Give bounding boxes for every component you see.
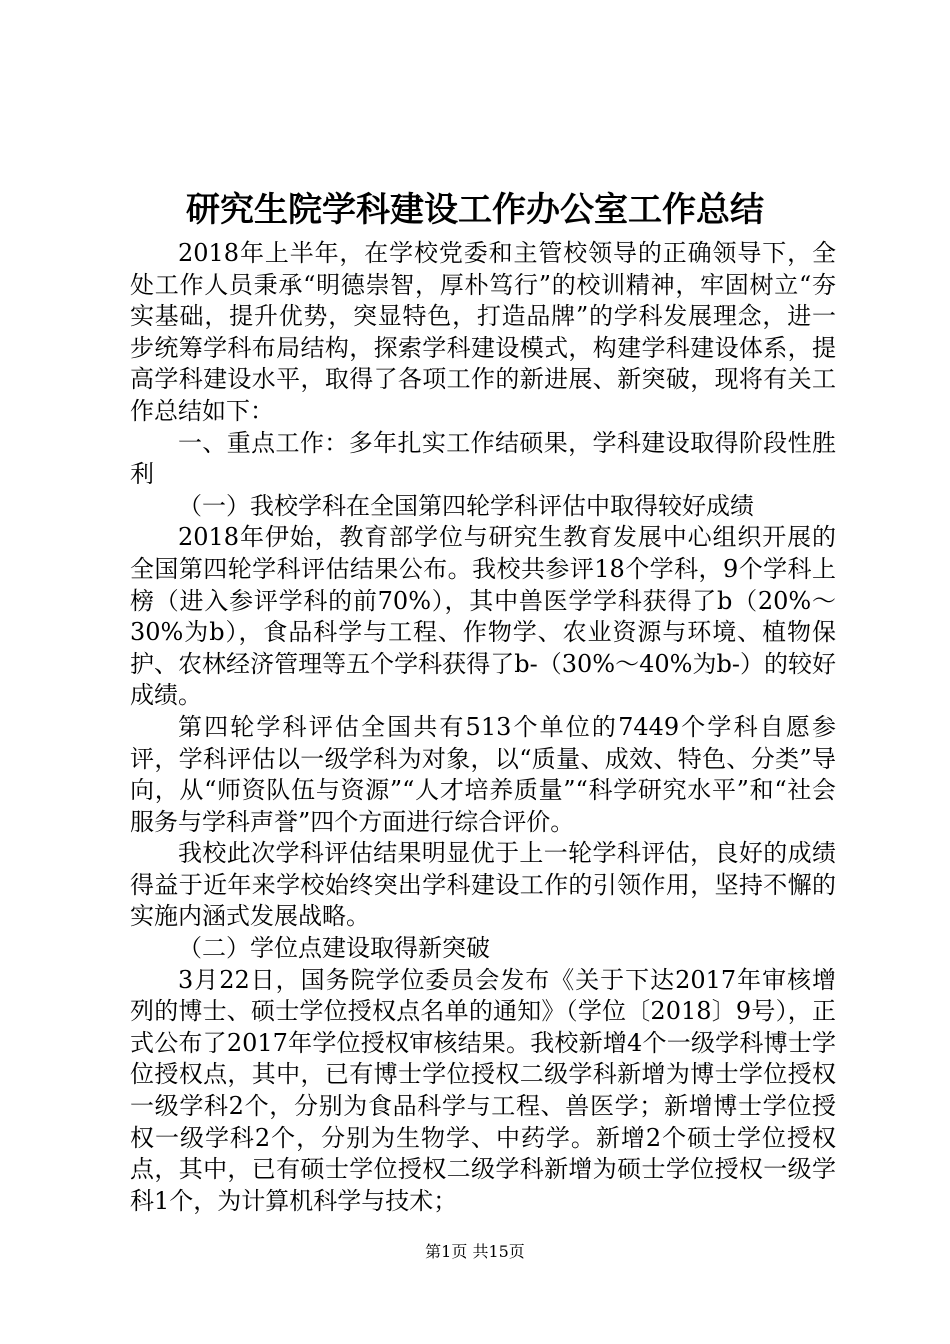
evaluation-scope-paragraph: 第四轮学科评估全国共有513个单位的7449个学科自愿参评，学科评估以一级学科为对象，以“质量、成效、特色、分类”导向，从“师资队伍与资源”“人才培养质量”“科学研究水平”和“社会服务与学科声誉”四个方面进行综合评价。 — [130, 712, 836, 836]
intro-paragraph: 2018年上半年，在学校党委和主管校领导的正确领导下，全处工作人员秉承“明德崇智，厚朴笃行”的校训精神，牢固树立“夯实基础，提升优势，突显特色，打造品牌”的学科发展理念，进一步统筹学科布局结构，探索学科建设模式，构建学科建设体系，提高学科建设水平，取得了各项工作的新进展、新突破，现将有关工作总结如下： — [130, 239, 836, 425]
subsection-heading-evaluation: （一）我校学科在全国第四轮学科评估中取得较好成绩 — [178, 491, 754, 520]
page-title: 研究生院学科建设工作办公室工作总结 — [186, 190, 764, 230]
page-footer: 第1页 共15页 — [425, 1242, 525, 1261]
section-heading-key-work: 一、重点工作：多年扎实工作结硕果，学科建设取得阶段性胜利 — [130, 428, 836, 489]
evaluation-summary-paragraph: 我校此次学科评估结果明显优于上一轮学科评估，良好的成绩得益于近年来学校始终突出学科建设工作的引领作用，坚持不懈的实施内涵式发展战略。 — [130, 839, 836, 931]
evaluation-results-paragraph: 2018年伊始，教育部学位与研究生教育发展中心组织开展的全国第四轮学科评估结果公布。我校共参评18个学科，9个学科上榜（进入参评学科的前70%），其中兽医学学科获得了b（20%～30%为b），食品科学与工程、作物学、农业资源与环境、植物保护、农林经济管理等五个学科获得了b-（30%～40%为b-）的较好成绩。 — [130, 523, 836, 710]
degree-points-paragraph: 3月22日，国务院学位委员会发布《关于下达2017年审核增列的博士、硕士学位授权点名单的通知》（学位〔2018〕9号），正式公布了2017年学位授权审核结果。我校新增4个一级学科博士学位授权点，其中，已有博士学位授权二级学科新增为博士学位授权一级学科2个，分别为食品科学与工程、兽医学；新增博士学位授权一级学科2个，分别为生物学、中药学。新增2个硕士学位授权点，其中，已有硕士学位授权二级学科新增为硕士学位授权一级学科1个，为计算机科学与技术； — [130, 965, 836, 1215]
subsection-heading-degree-points: （二）学位点建设取得新突破 — [178, 934, 490, 963]
document-body — [130, 238, 836, 1217]
